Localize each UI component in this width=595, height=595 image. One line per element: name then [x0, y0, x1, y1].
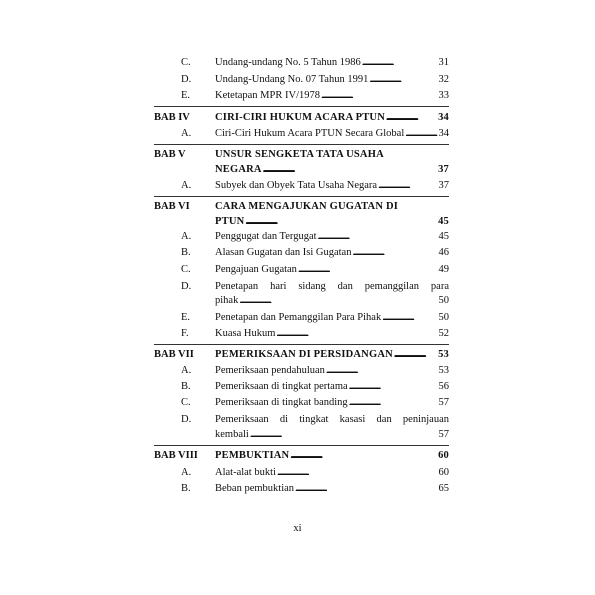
chapter-heading: [0, 200, 595, 214]
dot-leader: [277, 466, 438, 480]
toc-entry: [0, 56, 595, 70]
entry-letter: A.: [181, 128, 192, 139]
toc-entry: [0, 380, 595, 394]
toc-entry: [0, 466, 595, 480]
toc-entry: [0, 230, 595, 244]
chapter-title: PEMBUKTIAN: [215, 450, 290, 461]
dot-leader: [349, 396, 438, 410]
toc-entry: [0, 179, 595, 193]
chapter-title: PEMERIKSAAN DI PERSIDANGAN: [215, 349, 393, 360]
chapter-page: 45: [438, 216, 449, 227]
entry-title: Pemeriksaan pendahuluan: [215, 365, 325, 376]
toc-entry: [0, 364, 595, 378]
entry-page: 52: [438, 328, 449, 339]
chapter-number: BAB VII: [154, 349, 194, 360]
entry-title-line2: kembali: [215, 429, 249, 440]
entry-letter: E.: [181, 90, 191, 101]
chapter-heading: [0, 348, 595, 362]
dot-leader: [245, 215, 437, 229]
entry-letter: A.: [181, 180, 192, 191]
dot-leader: [349, 380, 438, 394]
chapter-title-line1: UNSUR SENGKETA TATA USAHA: [215, 149, 384, 160]
chapter-number: BAB VI: [154, 201, 190, 212]
chapter-title-line1: CARA MENGAJUKAN GUGATAN DI: [215, 201, 399, 212]
entry-page: 32: [438, 74, 449, 85]
entry-page: 33: [438, 90, 449, 101]
toc-entry: [0, 89, 595, 103]
entry-title: Undang-Undang No. 07 Tahun 1991: [215, 74, 369, 85]
entry-title-line1: Pemeriksaan di tingkat kasasi dan peninjauan: [215, 414, 449, 425]
entry-title: Kuasa Hukum: [215, 328, 276, 339]
chapter-heading-continued: [0, 163, 595, 177]
chapter-heading: [0, 111, 595, 125]
entry-page: 45: [438, 231, 449, 242]
entry-title-line1: Penetapan hari sidang dan pemanggilan para: [215, 281, 449, 292]
entry-page: 50: [438, 295, 449, 306]
entry-letter: A.: [181, 231, 192, 242]
entry-title: Alat-alat bukti: [215, 467, 276, 478]
entry-page: 31: [438, 57, 449, 68]
chapter-number: BAB V: [154, 149, 186, 160]
chapter-heading-continued: [0, 215, 595, 229]
section-divider: [154, 196, 449, 197]
section-divider: [154, 445, 449, 446]
chapter-title-line2: PTUN: [215, 216, 245, 227]
entry-page: 65: [438, 483, 449, 494]
chapter-page: 37: [438, 164, 449, 175]
entry-page: 34: [438, 128, 449, 139]
chapter-title: CIRI-CIRI HUKUM ACARA PTUN: [215, 112, 385, 123]
entry-letter: C.: [181, 264, 191, 275]
entry-letter: B.: [181, 381, 191, 392]
entry-letter: A.: [181, 365, 192, 376]
dot-leader: [382, 311, 437, 325]
entry-letter: D.: [181, 281, 192, 292]
toc-entry-continued: [0, 428, 595, 442]
dot-leader: [378, 179, 437, 193]
entry-letter: D.: [181, 74, 192, 85]
dot-leader: [290, 449, 437, 463]
page-number: xi: [293, 523, 302, 534]
entry-title: Pemeriksaan di tingkat pertama: [215, 381, 348, 392]
toc-entry: [0, 413, 595, 427]
entry-title: Penggugat dan Tergugat: [215, 231, 317, 242]
dot-leader: [405, 127, 437, 141]
toc-entry: [0, 396, 595, 410]
entry-page: 50: [438, 312, 449, 323]
entry-page: 37: [438, 180, 449, 191]
dot-leader: [250, 428, 438, 442]
entry-letter: A.: [181, 467, 192, 478]
dot-leader: [386, 111, 437, 125]
entry-page: 46: [438, 247, 449, 258]
toc-entry: [0, 327, 595, 341]
section-divider: [154, 106, 449, 107]
dot-leader: [276, 327, 437, 341]
entry-page: 49: [438, 264, 449, 275]
entry-letter: B.: [181, 483, 191, 494]
dot-leader: [239, 294, 437, 308]
entry-title: Ciri-Ciri Hukum Acara PTUN Secara Global: [215, 128, 405, 139]
dot-leader: [321, 89, 438, 103]
toc-entry: [0, 246, 595, 260]
toc-entry: [0, 482, 595, 496]
chapter-number: BAB VIII: [154, 450, 198, 461]
toc-entry: [0, 311, 595, 325]
entry-title: Ketetapan MPR IV/1978: [215, 90, 320, 101]
entry-letter: F.: [181, 328, 189, 339]
toc-entry: [0, 127, 595, 141]
entry-page: 56: [438, 381, 449, 392]
entry-title: Penetapan dan Pemanggilan Para Pihak: [215, 312, 382, 323]
entry-letter: E.: [181, 312, 191, 323]
section-divider: [154, 144, 449, 145]
entry-title: Undang-undang No. 5 Tahun 1986: [215, 57, 361, 68]
dot-leader: [318, 230, 438, 244]
dot-leader: [298, 263, 438, 277]
toc-entry: [0, 280, 595, 294]
entry-letter: B.: [181, 247, 191, 258]
entry-page: 57: [438, 429, 449, 440]
entry-title-line2: pihak: [215, 295, 239, 306]
toc-entry-continued: [0, 294, 595, 308]
dot-leader: [263, 163, 437, 177]
chapter-number: BAB IV: [154, 112, 190, 123]
entry-title: Pengajuan Gugatan: [215, 264, 297, 275]
dot-leader: [352, 246, 437, 260]
entry-page: 60: [438, 467, 449, 478]
entry-letter: D.: [181, 414, 192, 425]
toc-entry: [0, 263, 595, 277]
dot-leader: [326, 364, 438, 378]
dot-leader: [394, 348, 437, 362]
entry-page: 57: [438, 397, 449, 408]
chapter-page: 53: [438, 349, 449, 360]
entry-title: Beban pembuktian: [215, 483, 295, 494]
chapter-heading: [0, 148, 595, 162]
chapter-heading: [0, 449, 595, 463]
entry-letter: C.: [181, 57, 191, 68]
chapter-title-line2: NEGARA: [215, 164, 262, 175]
chapter-page: 34: [438, 112, 449, 123]
dot-leader: [295, 482, 437, 496]
entry-page: 53: [438, 365, 449, 376]
entry-title: Alasan Gugatan dan Isi Gugatan: [215, 247, 352, 258]
dot-leader: [362, 56, 438, 70]
entry-title: Pemeriksaan di tingkat banding: [215, 397, 348, 408]
entry-letter: C.: [181, 397, 191, 408]
toc-entry: [0, 73, 595, 87]
chapter-page: 60: [438, 450, 449, 461]
entry-title: Subyek dan Obyek Tata Usaha Negara: [215, 180, 378, 191]
dot-leader: [369, 73, 437, 87]
section-divider: [154, 344, 449, 345]
